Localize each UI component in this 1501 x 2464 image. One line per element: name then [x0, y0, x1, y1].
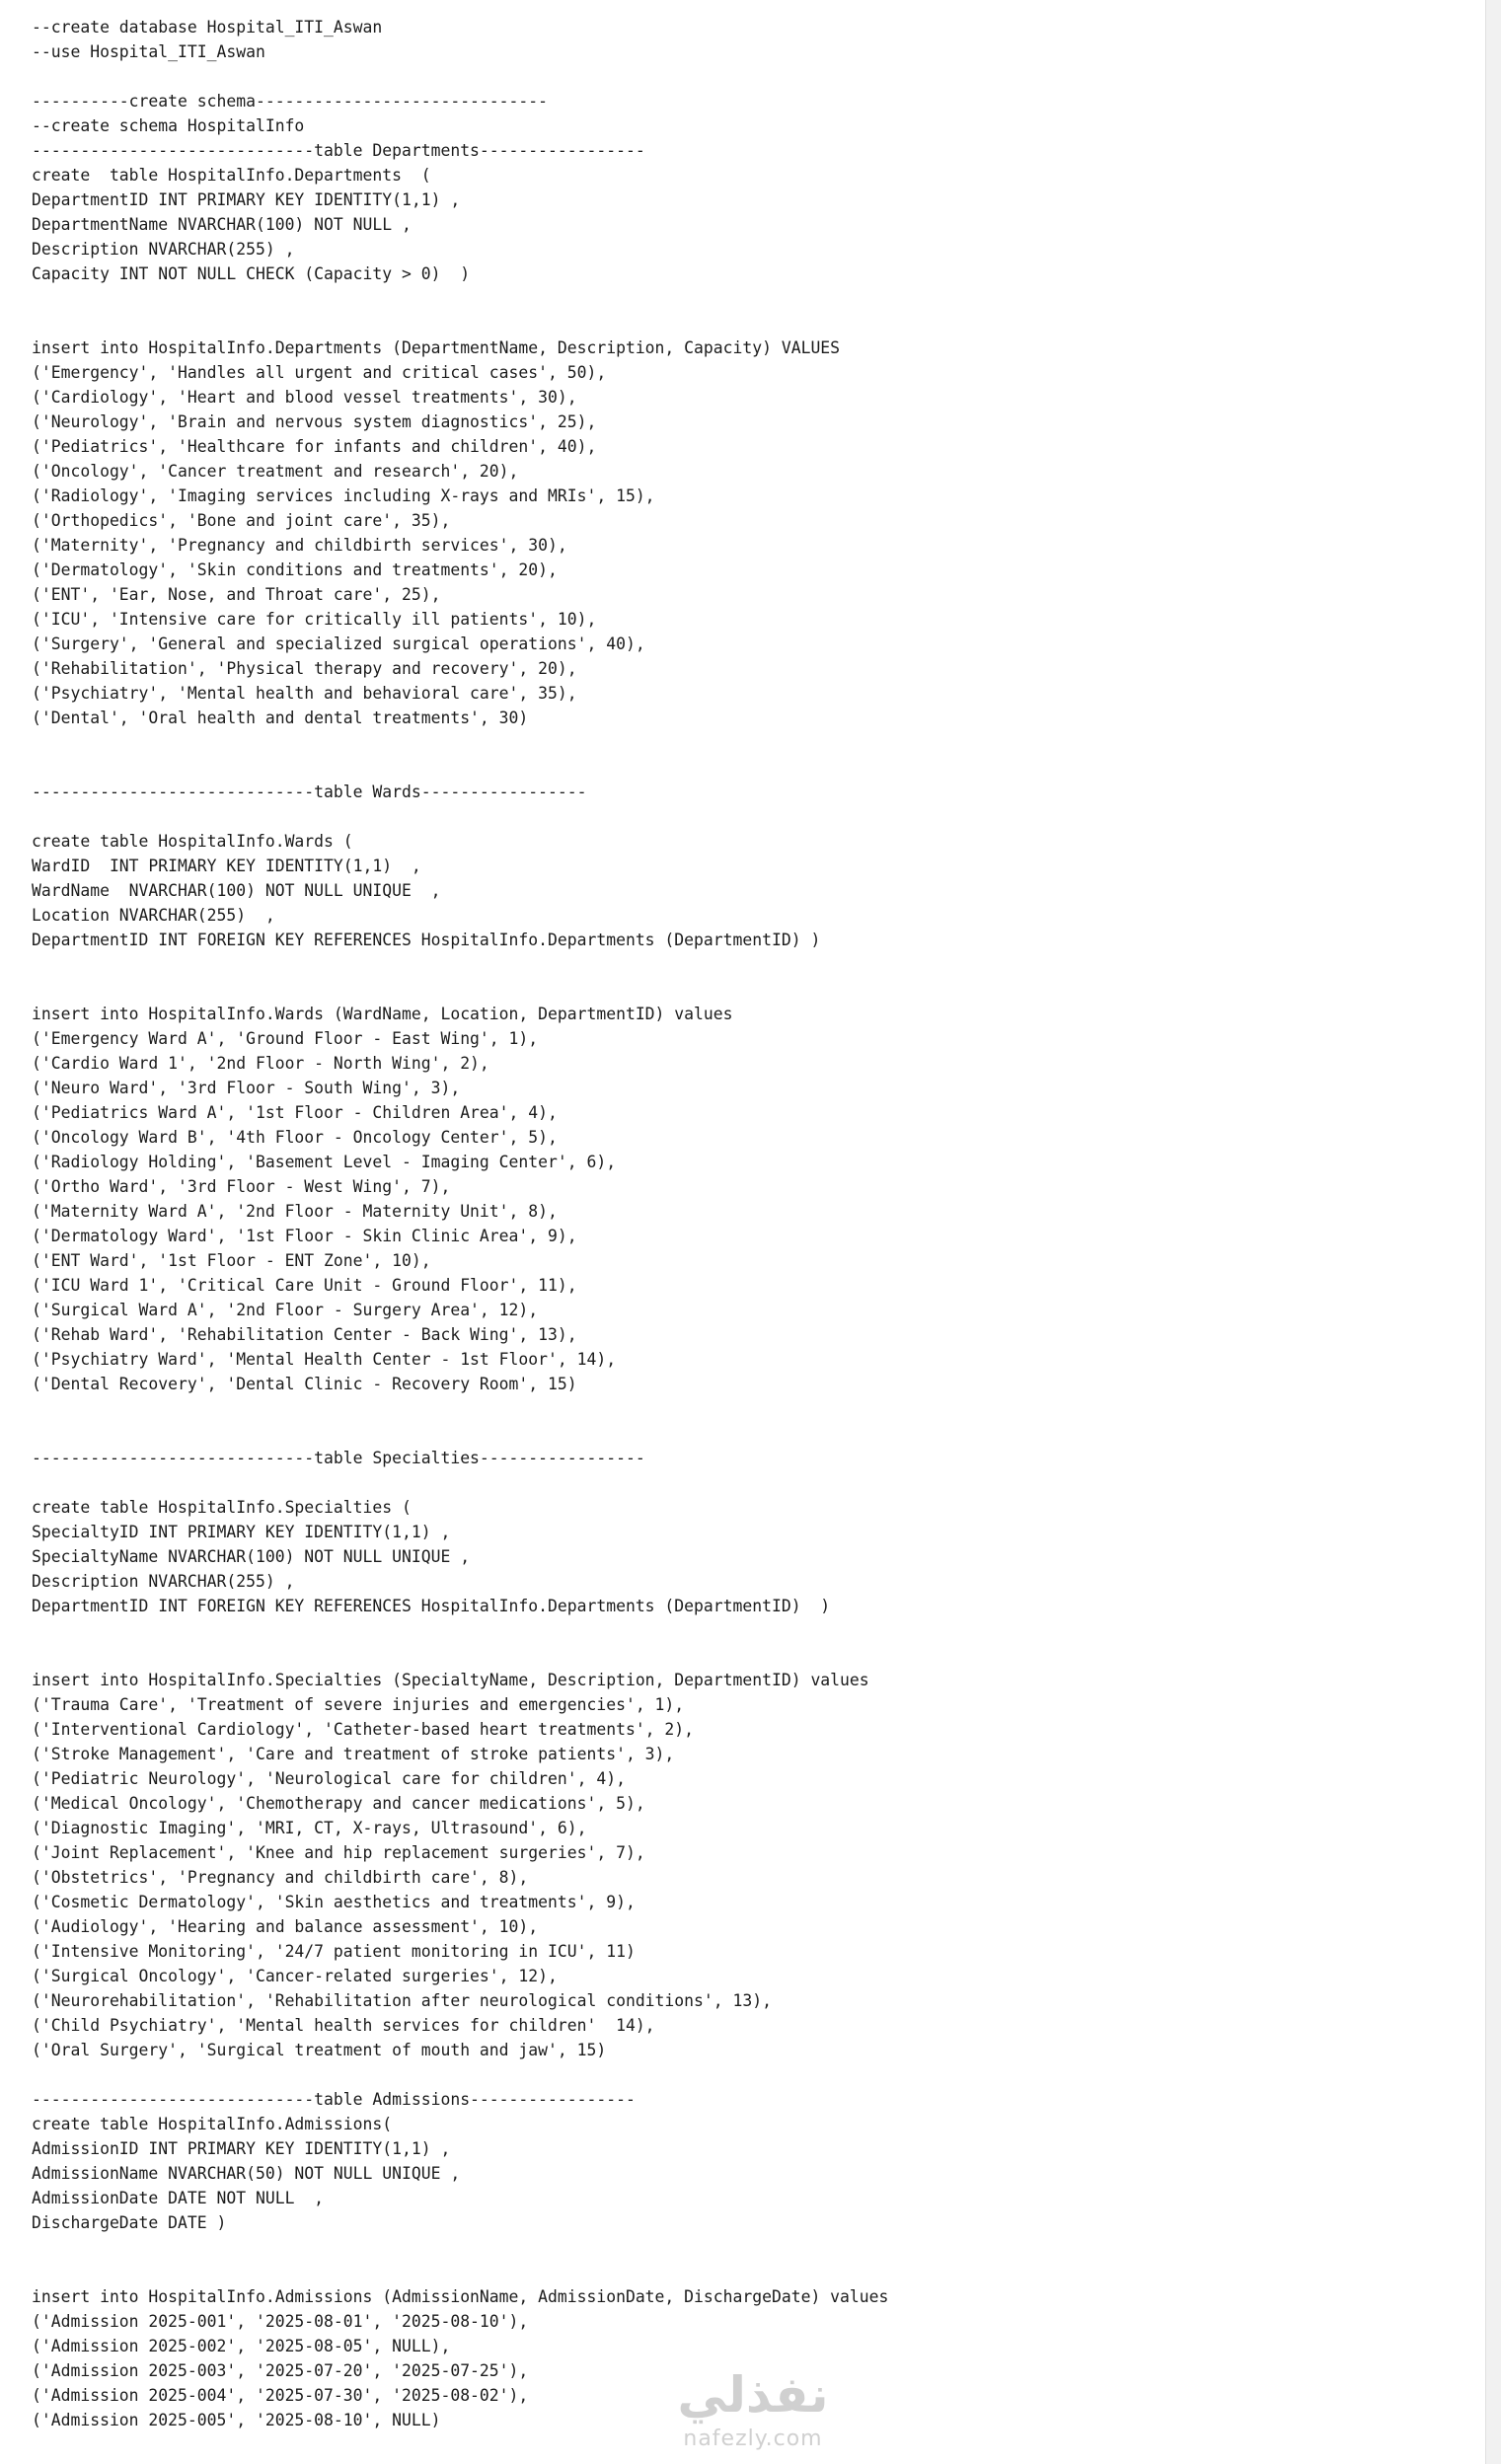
blank-code-line [32, 952, 888, 977]
code-line: ('ICU Ward 1', 'Critical Care Unit - Ground Floor', 11), [32, 1276, 577, 1295]
code-line: ('Rehabilitation', 'Physical therapy and recovery', 20), [32, 659, 577, 678]
code-line: ('Admission 2025-002', '2025-08-05', NULL), [32, 2337, 451, 2355]
code-line: ('Cardio Ward 1', '2nd Floor - North Wing', 2), [32, 1054, 489, 1073]
code-line: -----------------------------table Departments----------------- [32, 141, 645, 160]
code-line: ('Neurorehabilitation', 'Rehabilitation after neurological conditions', 13), [32, 1991, 772, 2010]
code-line: ('Pediatric Neurology', 'Neurological care for children', 4), [32, 1769, 626, 1788]
code-line: create table HospitalInfo.Specialties ( [32, 1498, 412, 1517]
vertical-scrollbar[interactable] [1485, 0, 1501, 2464]
code-line: --use Hospital_ITI_Aswan [32, 42, 265, 61]
code-line: ('Radiology', 'Imaging services including X-rays and MRIs', 15), [32, 486, 655, 505]
code-line: ('Admission 2025-005', '2025-08-10', NULL) [32, 2411, 441, 2429]
code-line: AdmissionID INT PRIMARY KEY IDENTITY(1,1) , [32, 2139, 451, 2158]
blank-code-line [32, 1643, 888, 1668]
code-line: WardName NVARCHAR(100) NOT NULL UNIQUE , [32, 881, 441, 900]
code-line: ('Oncology Ward B', '4th Floor - Oncology Center', 5), [32, 1128, 558, 1147]
code-line: ('Neurology', 'Brain and nervous system diagnostics', 25), [32, 412, 597, 431]
blank-code-line [32, 64, 888, 89]
code-line: ('ENT', 'Ear, Nose, and Throat care', 25), [32, 585, 441, 604]
code-line: ('Obstetrics', 'Pregnancy and childbirth care', 8), [32, 1868, 529, 1887]
watermark-logo [659, 2363, 847, 2462]
code-line: ('Ortho Ward', '3rd Floor - West Wing', 7), [32, 1177, 451, 1196]
code-line: ('Orthopedics', 'Bone and joint care', 35), [32, 511, 451, 530]
code-line: ('Surgery', 'General and specialized surgical operations', 40), [32, 635, 645, 653]
code-line: ('Neuro Ward', '3rd Floor - South Wing', 3), [32, 1079, 461, 1097]
blank-code-line [32, 2235, 888, 2260]
code-line: ('Admission 2025-001', '2025-08-01', '2025-08-10'), [32, 2312, 529, 2331]
code-line: ('Cosmetic Dermatology', 'Skin aesthetics and treatments', 9), [32, 1893, 636, 1911]
code-line: ('Maternity', 'Pregnancy and childbirth services', 30), [32, 536, 567, 555]
code-line: DepartmentID INT FOREIGN KEY REFERENCES HospitalInfo.Departments (DepartmentID) ) [32, 931, 821, 949]
code-line: ('Pediatrics Ward A', '1st Floor - Children Area', 4), [32, 1103, 558, 1122]
blank-code-line [32, 2260, 888, 2284]
code-line: ('Dental Recovery', 'Dental Clinic - Recovery Room', 15) [32, 1375, 577, 1393]
code-line: DepartmentID INT FOREIGN KEY REFERENCES HospitalInfo.Departments (DepartmentID) ) [32, 1597, 831, 1615]
code-line: ('Pediatrics', 'Healthcare for infants and children', 40), [32, 437, 597, 456]
blank-code-line [32, 804, 888, 829]
code-line: ('Oncology', 'Cancer treatment and research', 20), [32, 462, 519, 481]
code-line: ('Surgical Ward A', '2nd Floor - Surgery Area', 12), [32, 1301, 539, 1319]
blank-code-line [32, 1396, 888, 1421]
code-line: ('Maternity Ward A', '2nd Floor - Maternity Unit', 8), [32, 1202, 558, 1221]
code-line: ('Medical Oncology', 'Chemotherapy and cancer medications', 5), [32, 1794, 645, 1813]
code-line: ('Radiology Holding', 'Basement Level - Imaging Center', 6), [32, 1153, 617, 1171]
blank-code-line [32, 1618, 888, 1643]
code-line: insert into HospitalInfo.Specialties (SpecialtyName, Description, DepartmentID) values [32, 1671, 869, 1689]
code-line: ('Dermatology', 'Skin conditions and treatments', 20), [32, 560, 558, 579]
code-line: ('Trauma Care', 'Treatment of severe injuries and emergencies', 1), [32, 1695, 685, 1714]
code-line: ('Oral Surgery', 'Surgical treatment of mouth and jaw', 15) [32, 2041, 607, 2059]
watermark-arabic-text: نفذلي [677, 2366, 829, 2424]
code-line: insert into HospitalInfo.Wards (WardName, Location, DepartmentID) values [32, 1005, 733, 1023]
code-line: create table HospitalInfo.Departments ( [32, 166, 431, 185]
code-line: Description NVARCHAR(255) , [32, 240, 295, 259]
code-line: --create database Hospital_ITI_Aswan [32, 18, 383, 37]
code-line: WardID INT PRIMARY KEY IDENTITY(1,1) , [32, 857, 421, 875]
code-line: ('Psychiatry Ward', 'Mental Health Center - 1st Floor', 14), [32, 1350, 617, 1369]
code-line: ('Child Psychiatry', 'Mental health services for children' 14), [32, 2016, 655, 2035]
code-line: AdmissionDate DATE NOT NULL , [32, 2189, 325, 2207]
code-line: ('Psychiatry', 'Mental health and behavioral care', 35), [32, 684, 577, 703]
code-line: SpecialtyName NVARCHAR(100) NOT NULL UNIQUE , [32, 1547, 471, 1566]
code-line: ('Surgical Oncology', 'Cancer-related surgeries', 12), [32, 1967, 558, 1985]
code-line: -----------------------------table Wards----------------- [32, 783, 587, 801]
code-line: ('ENT Ward', '1st Floor - ENT Zone', 10), [32, 1251, 431, 1270]
code-line: ('Audiology', 'Hearing and balance assessment', 10), [32, 1917, 539, 1936]
code-line: --create schema HospitalInfo [32, 116, 305, 135]
code-line: ('Interventional Cardiology', 'Catheter-based heart treatments', 2), [32, 1720, 695, 1739]
blank-code-line [32, 311, 888, 336]
code-line: insert into HospitalInfo.Departments (DepartmentName, Description, Capacity) VALUES [32, 338, 841, 357]
code-line: ('Cardiology', 'Heart and blood vessel treatments', 30), [32, 388, 577, 407]
blank-code-line [32, 977, 888, 1002]
blank-code-line [32, 1421, 888, 1446]
code-line: -----------------------------table Admissions----------------- [32, 2090, 636, 2109]
code-line: create table HospitalInfo.Wards ( [32, 832, 353, 851]
code-line: ('ICU', 'Intensive care for critically ill patients', 10), [32, 610, 597, 629]
code-line: DepartmentID INT PRIMARY KEY IDENTITY(1,1) , [32, 190, 461, 209]
code-line: -----------------------------table Specialties----------------- [32, 1449, 645, 1467]
code-line: ('Emergency Ward A', 'Ground Floor - East Wing', 1), [32, 1029, 539, 1048]
blank-code-line [32, 286, 888, 311]
code-line: create table HospitalInfo.Admissions( [32, 2115, 393, 2133]
code-line: ('Dental', 'Oral health and dental treatments', 30) [32, 709, 529, 727]
code-line: ('Stroke Management', 'Care and treatment of stroke patients', 3), [32, 1745, 675, 1763]
code-line: ('Diagnostic Imaging', 'MRI, CT, X-rays, Ultrasound', 6), [32, 1819, 587, 1837]
code-line: insert into HospitalInfo.Admissions (AdmissionName, AdmissionDate, DischargeDate) values [32, 2287, 889, 2306]
code-line: ('Intensive Monitoring', '24/7 patient monitoring in ICU', 11) [32, 1942, 636, 1961]
code-line: ('Admission 2025-004', '2025-07-30', '2025-08-02'), [32, 2386, 529, 2405]
blank-code-line [32, 755, 888, 780]
code-line: SpecialtyID INT PRIMARY KEY IDENTITY(1,1) , [32, 1523, 451, 1541]
code-line: ('Admission 2025-003', '2025-07-20', '2025-07-25'), [32, 2361, 529, 2380]
code-line: ('Dermatology Ward', '1st Floor - Skin Clinic Area', 9), [32, 1227, 577, 1245]
blank-code-line [32, 2062, 888, 2087]
code-line: Capacity INT NOT NULL CHECK (Capacity > 0) ) [32, 264, 471, 283]
code-line: Description NVARCHAR(255) , [32, 1572, 295, 1591]
code-line: DischargeDate DATE ) [32, 2213, 227, 2232]
code-line: ('Joint Replacement', 'Knee and hip replacement surgeries', 7), [32, 1843, 645, 1862]
blank-code-line [32, 730, 888, 755]
code-lines [32, 15, 888, 2432]
code-line: DepartmentName NVARCHAR(100) NOT NULL , [32, 215, 412, 234]
code-line: Location NVARCHAR(255) , [32, 906, 275, 925]
code-line: ('Emergency', 'Handles all urgent and critical cases', 50), [32, 363, 607, 382]
code-line: ----------create schema------------------------------ [32, 92, 549, 111]
code-line: AdmissionName NVARCHAR(50) NOT NULL UNIQUE , [32, 2164, 461, 2183]
blank-code-line [32, 1470, 888, 1495]
watermark-domain-text: nafezly.com [683, 2427, 823, 2451]
code-line: ('Rehab Ward', 'Rehabilitation Center - Back Wing', 13), [32, 1325, 577, 1344]
